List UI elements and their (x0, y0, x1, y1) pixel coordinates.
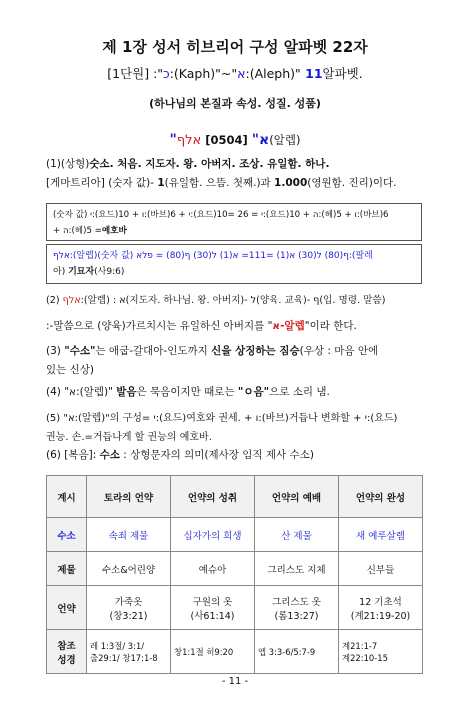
box2-line2-a: 아) (53, 267, 69, 277)
heading-letter: "א" (169, 132, 270, 148)
kaph-name: :(Kaph) (169, 66, 216, 81)
item-3-e: (우상 : 마음 안에 (299, 345, 379, 357)
table-cell: 엡 3:3-6/5:7-9 (255, 630, 339, 674)
table-cell: 가죽옷 (창3:21) (87, 586, 171, 630)
item-1-label: (1)(상형) (46, 158, 90, 170)
heading-reading: (알렙) (269, 133, 301, 147)
item-4-c: 은 묵음이지만 때로는 (136, 386, 238, 398)
item-3-d: 신을 상징하는 짐승 (211, 345, 300, 357)
page-number: - 11 - (221, 676, 249, 687)
item-2-label: (2) (46, 295, 63, 306)
box1-line1: (숫자 값) י:(요드)10 + ו:(바브)6 + י:(요드)10= 26 = י:(요드)10 + ה:(헤)5 + ו:(바브)6 (53, 210, 389, 220)
table-cell: 새 예루살렘 (339, 518, 423, 552)
box2-line1: אלף:(알렙)(숫자 값) ף(80) ל(30) א(1) =111= א(1) ל(30) ף(80) = פלא:(팔레 (53, 251, 373, 261)
box1-line2-b: 예호바 (101, 226, 127, 236)
table-row (47, 630, 423, 674)
item-4 (46, 384, 330, 399)
item-3-line2: 있는 신상) (46, 364, 95, 376)
aleph-glyph: א (237, 66, 246, 81)
box1-line2 (53, 223, 415, 239)
item-2-word: אלף (62, 295, 81, 306)
item-2 (46, 292, 385, 306)
table-cell: 산 제물 (255, 518, 339, 552)
table-cell: 구원의 옷 (사61:14) (171, 586, 255, 630)
row-head: 참조 성경 (47, 630, 87, 674)
box2-line2-b: 기묘자 (68, 267, 95, 277)
row-head: 수소 (47, 518, 87, 552)
kaph-glyph: כ (163, 66, 170, 81)
subtitle-tail: 알파벳. (322, 66, 363, 81)
page-title: 제 1장 성서 히브리어 구성 알파벳 22자 (102, 38, 368, 56)
row-head: 언약 (47, 586, 87, 630)
box1-line2-a: + ה:(헤)5 = (53, 226, 102, 236)
table-cell: 그리스도 지체 (255, 552, 339, 586)
gematria-lead: [게마트리아] (숫자 값)- (46, 177, 158, 189)
table-cell: 수소&어린양 (87, 552, 171, 586)
item-6 (46, 447, 314, 462)
item-4-b: 발음 (116, 386, 137, 398)
table-row (47, 586, 423, 630)
table-cell: 신부들 (339, 552, 423, 586)
table-row (47, 552, 423, 586)
item-6-b: 수소 (99, 449, 120, 461)
item-2-cont-c: "이라 한다. (304, 320, 357, 332)
table-cell: 그리스도 옷 (롬13:27) (255, 586, 339, 630)
box2-line2-c: (사9:6) (94, 267, 125, 277)
table-header: 언약의 완성 (339, 476, 423, 518)
gematria-thousand-text: (영원함. 진리)이다. (307, 177, 397, 189)
table-cell: 계21:1-7 계22:10-15 (339, 630, 423, 674)
gematria-one-text: (유일함. 으뜸. 첫째.)과 (164, 177, 275, 189)
gematria-one: 1 (157, 177, 165, 189)
table-cell: 십자가의 희생 (171, 518, 255, 552)
gematria-thousand: 1.000 (274, 177, 308, 189)
table-row (47, 518, 423, 552)
table-header: 언약의 성취 (171, 476, 255, 518)
item-6-c: : 상형문자의 의미(제사장 임직 제사 수소) (119, 449, 314, 461)
box2-line2 (53, 264, 415, 280)
item-2-cont-a: :-말씀으로 (양육)가르치시는 유일하신 아버지를 " (46, 320, 273, 332)
numeric-value-box (46, 203, 422, 241)
subtitle-lead: [1단원] :" (107, 66, 164, 81)
item-3 (46, 343, 378, 358)
heading-code: [0504] (201, 133, 252, 147)
item-2-continued (46, 318, 357, 333)
table-header: 언약의 예배 (255, 476, 339, 518)
item-2-cont-b: א-알렙 (272, 320, 305, 332)
table-header: 계시 (47, 476, 87, 518)
covenant-table (46, 475, 423, 674)
row-head: 제물 (47, 552, 87, 586)
item-5-line2: 권능. 손.=거듭나게 할 권능의 예호바. (46, 432, 212, 443)
gematria-line (46, 175, 396, 190)
table-header-row (47, 476, 423, 518)
item-5: (5) "א:(알렙)"의 구성= י:(요드)여호와 권세. + ו:(바브)거듭나 변화할 + י:(요드) (46, 413, 398, 424)
item-3-c: 는 애굽-갈대아-인도까지 (95, 345, 212, 357)
item-4-d: "ㅇ음" (237, 386, 270, 398)
heading-word: אלף (176, 133, 202, 148)
item-1 (46, 156, 329, 171)
table-cell: 레 1:3절/ 3:1/ 출29:1/ 창17:1-8 (87, 630, 171, 674)
item-1-text: 숫소. 처음. 지도자. 왕. 아버지. 조상. 유일함. 하나. (89, 158, 330, 170)
item-4-a: (4) "א:(알렙)" (46, 386, 117, 398)
aleph-value-box (46, 244, 422, 284)
subtitle-number: 11 (300, 66, 323, 81)
item-3-a: (3) (46, 345, 65, 357)
table-header: 토라의 언약 (87, 476, 171, 518)
table-cell: 12 기초석 (계21:19-20) (339, 586, 423, 630)
item-6-a: (6) [복음]: (46, 449, 100, 461)
table-cell: 창1:1절 히9:20 (171, 630, 255, 674)
item-4-e: 으로 소리 냄. (269, 386, 330, 398)
unit-subtitle (0, 64, 470, 82)
section-heading: (하나님의 본질과 속성. 성질. 성품) (149, 97, 321, 110)
aleph-name: :(Aleph)" (245, 66, 301, 81)
subtitle-tilde: "~" (215, 66, 238, 81)
item-2-rest: :(알렙) : א(지도자. 하나님. 왕. 아버지)- ל(양육. 교육)- ף(입. 명령. 말씀) (80, 295, 386, 306)
table-cell: 속죄 제물 (87, 518, 171, 552)
table-cell: 예슈아 (171, 552, 255, 586)
item-3-b: "수소" (64, 345, 96, 357)
letter-heading (0, 132, 470, 148)
